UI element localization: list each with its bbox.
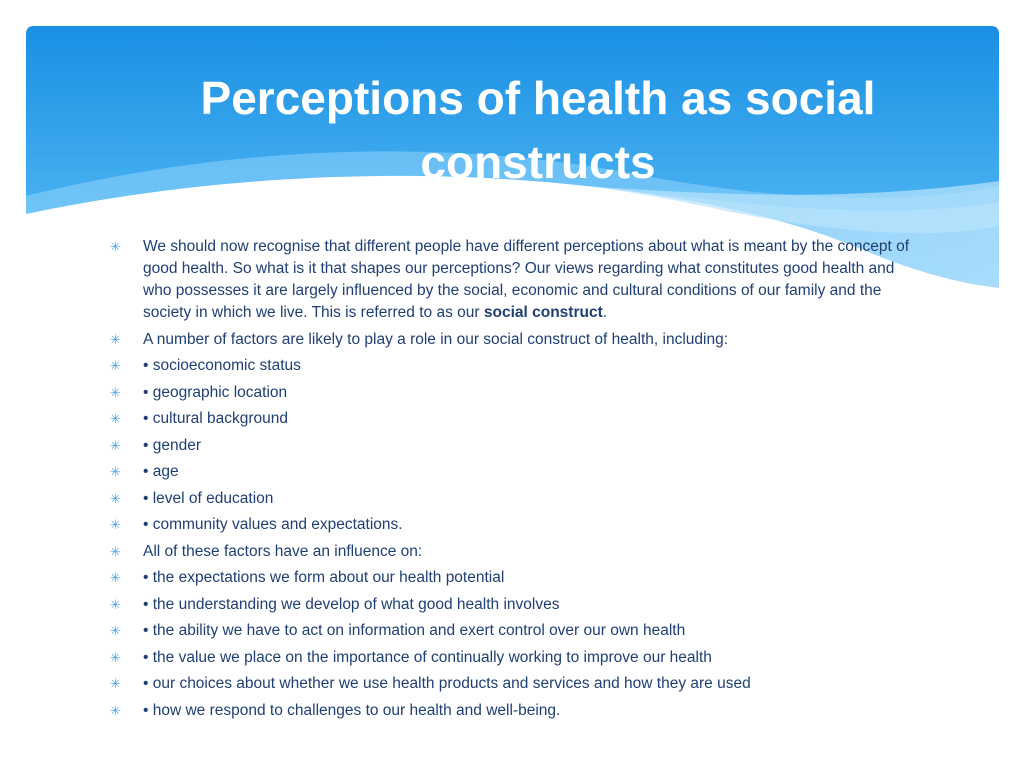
- list-item: [110, 620, 922, 642]
- list-item: [110, 236, 922, 324]
- list-item-text: • our choices about whether we use health products and services and how they are used: [143, 675, 751, 692]
- list-item-text: • how we respond to challenges to our health and well-being.: [143, 701, 561, 719]
- list-item: [110, 514, 922, 536]
- asterisk-bullet-icon: ✳: [110, 464, 121, 479]
- list-item-text: • socioeconomic status: [143, 357, 301, 374]
- asterisk-bullet-icon: ✳: [110, 623, 121, 638]
- list-item: [110, 647, 922, 669]
- list-item: [110, 594, 922, 616]
- asterisk-bullet-icon: ✳: [110, 543, 121, 559]
- list-item: [110, 461, 922, 483]
- list-item: [110, 329, 922, 351]
- list-item-text: • the ability we have to act on information and exert control over our own health: [143, 622, 686, 639]
- list-item: [110, 700, 922, 722]
- list-item-text: • the expectations we form about our health potential: [143, 569, 505, 586]
- list-item-text: • gender: [143, 436, 201, 454]
- asterisk-bullet-icon: ✳: [110, 411, 121, 426]
- asterisk-bullet-icon: ✳: [110, 490, 121, 506]
- list-item-text: • level of education: [143, 489, 274, 507]
- asterisk-bullet-icon: ✳: [110, 517, 121, 532]
- asterisk-bullet-icon: ✳: [110, 358, 121, 373]
- list-item: [110, 541, 922, 563]
- list-item-text: • geographic location: [143, 383, 288, 401]
- asterisk-bullet-icon: ✳: [110, 596, 121, 612]
- list-item-text: • the value we place on the importance of continually working to improve our health: [143, 648, 712, 666]
- list-item-text: • the understanding we develop of what good health involves: [143, 595, 560, 613]
- list-item: [110, 435, 922, 457]
- asterisk-bullet-icon: ✳: [110, 331, 121, 347]
- list-item: [110, 673, 922, 695]
- list-item: [110, 355, 922, 377]
- list-item-text: • cultural background: [143, 410, 289, 427]
- list-item-text: • community values and expectations.: [143, 516, 403, 533]
- asterisk-bullet-icon: ✳: [110, 702, 121, 718]
- list-item-text: • age: [143, 463, 179, 480]
- paragraph-end: .: [602, 304, 608, 321]
- bullet-list: [110, 236, 922, 726]
- list-item: [110, 408, 922, 430]
- list-item-text: A number of factors are likely to play a role in our social construct of health, including:: [143, 330, 728, 348]
- paragraph-text: We should now recognise that different people have different perceptions about what is meant by the concept of good health. So what is it that shapes our perceptions? Our views regarding what constitutes good health and who possesses it are largely influenced by the social, economic and cultural conditions of our family and the society in which we live. This is referred to as our: [143, 238, 910, 321]
- list-item: [110, 382, 922, 404]
- asterisk-bullet-icon: ✳: [110, 239, 121, 254]
- list-item: [110, 488, 922, 510]
- asterisk-bullet-icon: ✳: [110, 649, 121, 665]
- asterisk-bullet-icon: ✳: [110, 437, 121, 453]
- asterisk-bullet-icon: ✳: [110, 384, 121, 400]
- slide-title: Perceptions of health as social constructs: [200, 72, 876, 188]
- asterisk-bullet-icon: ✳: [110, 570, 121, 585]
- asterisk-bullet-icon: ✳: [110, 676, 121, 691]
- list-item-text: All of these factors have an influence on:: [143, 542, 423, 560]
- emphasis-text: social construct: [483, 304, 603, 321]
- list-item: [110, 567, 922, 589]
